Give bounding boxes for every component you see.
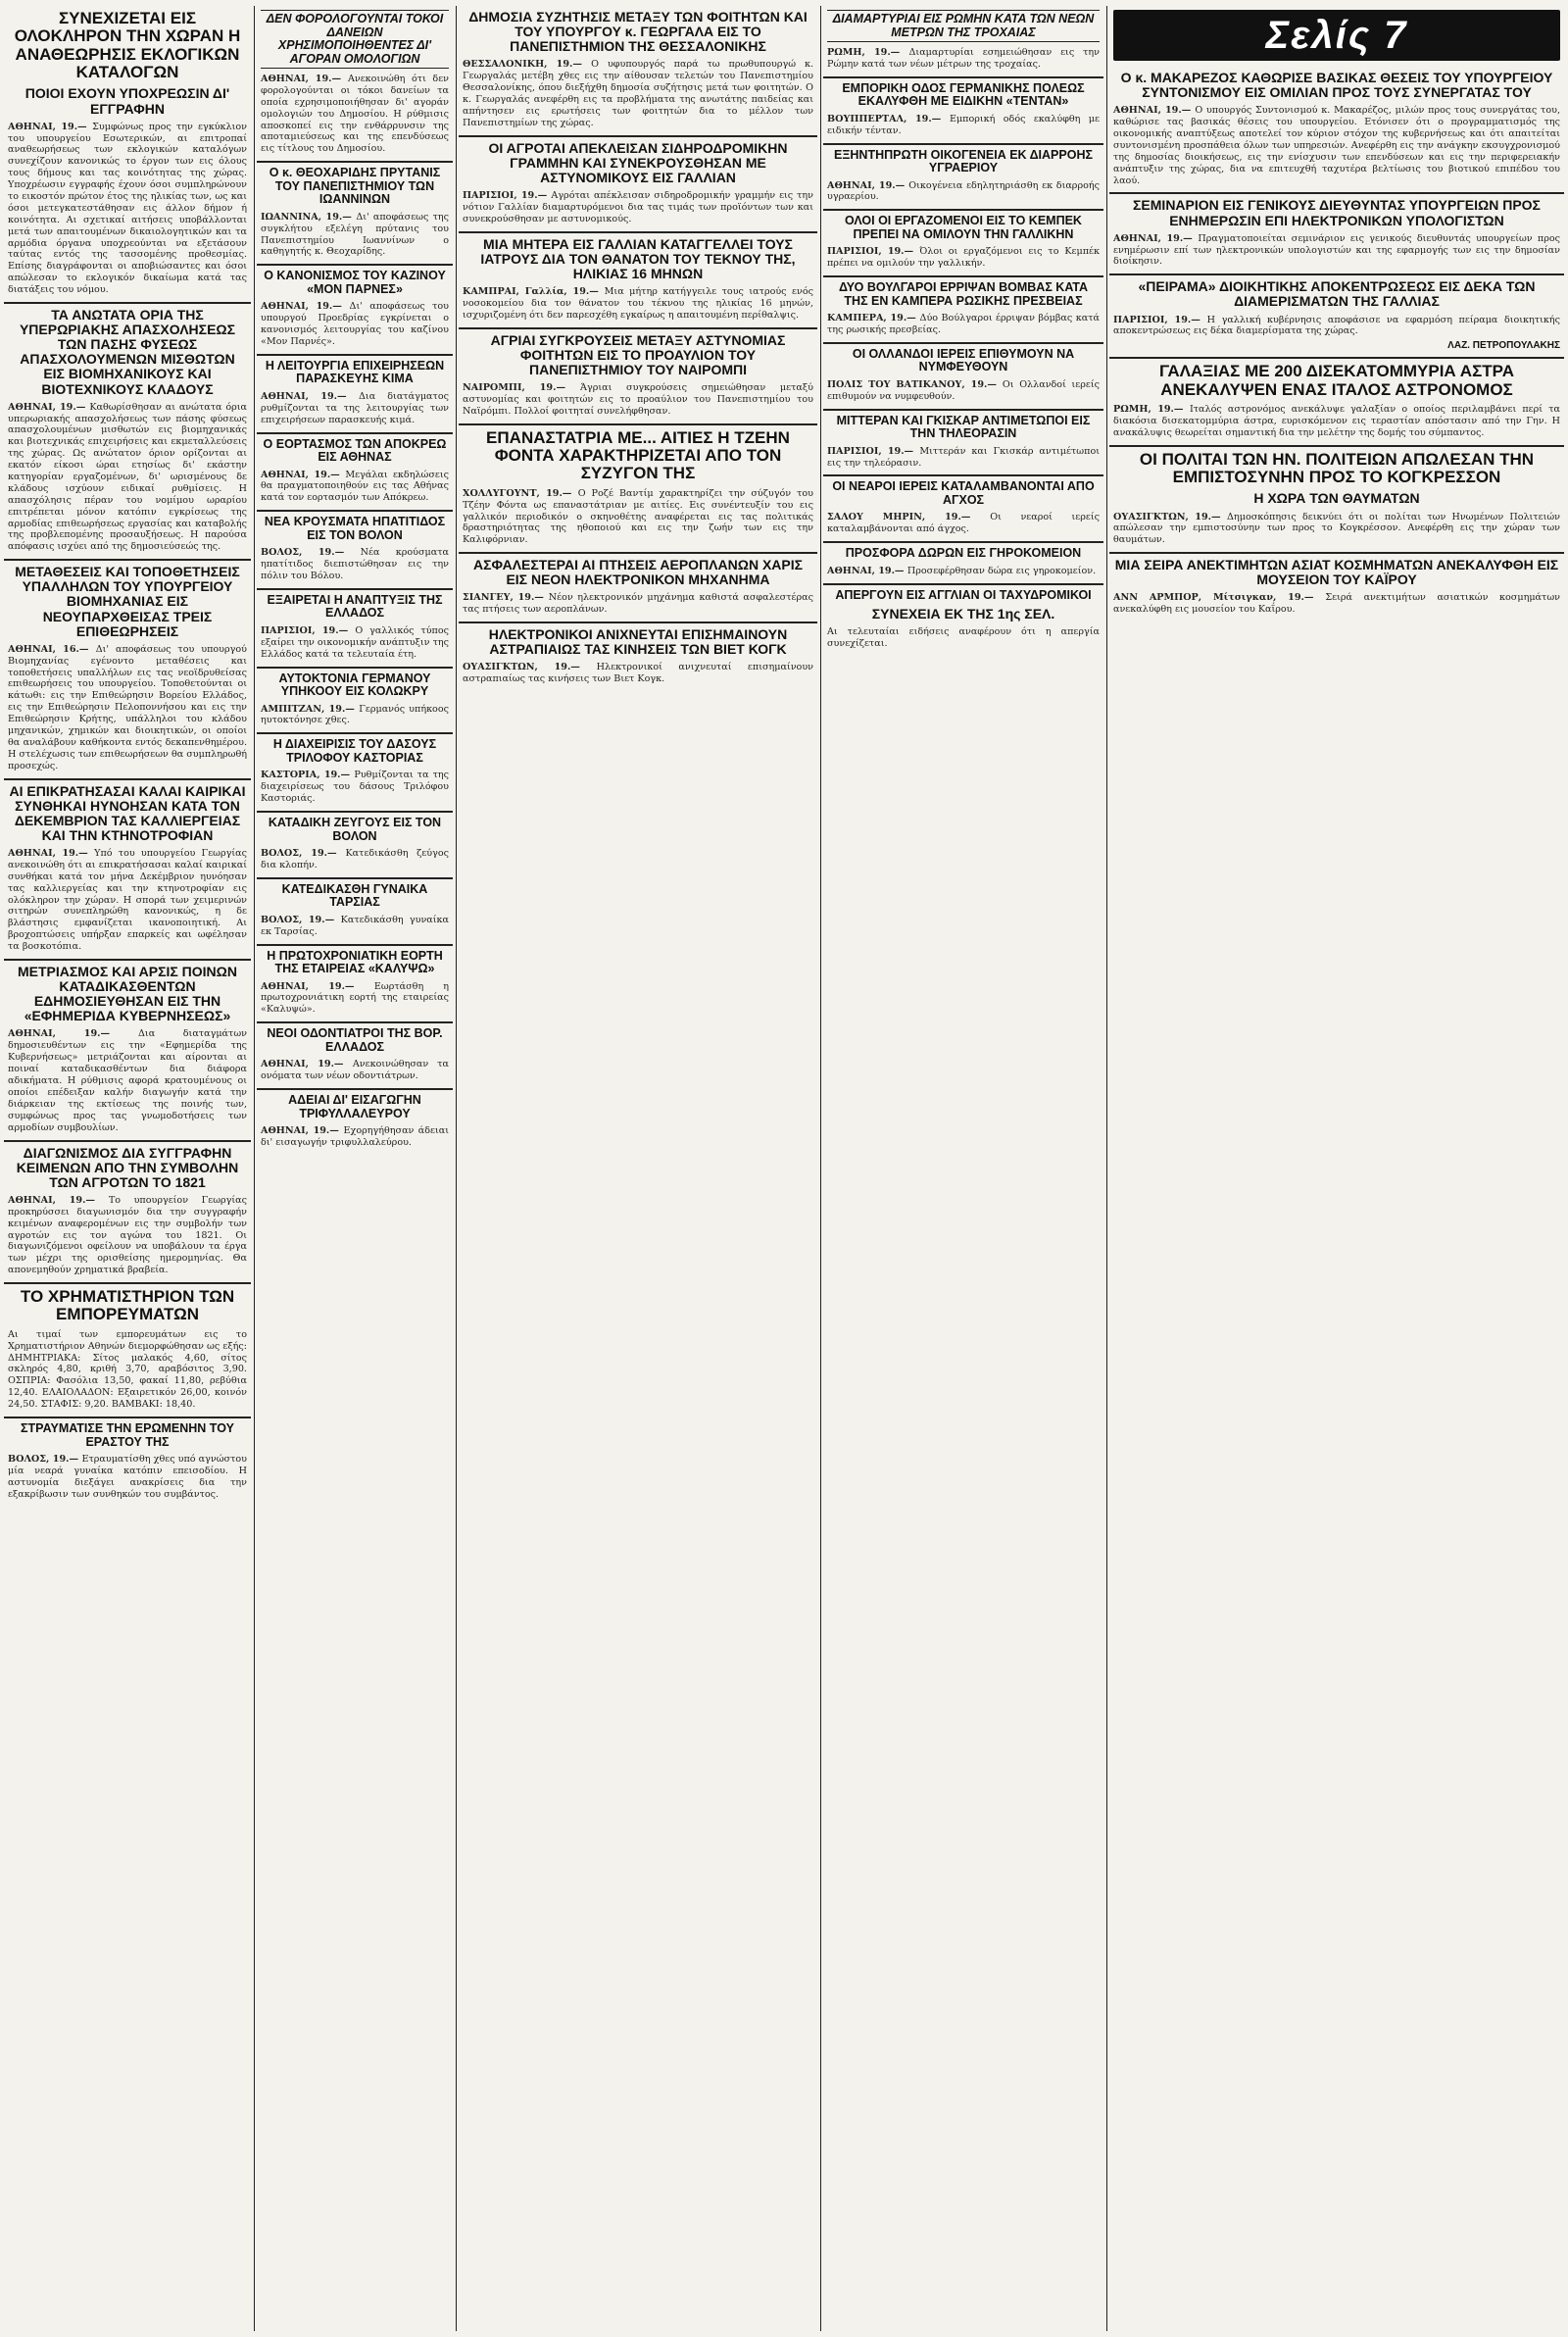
dateline: ΑΘΗΝΑΙ, 19.— — [8, 848, 95, 860]
dateline: ΡΩΜΗ, 19.— — [1113, 404, 1190, 416]
article-body — [463, 286, 813, 322]
article — [1109, 67, 1564, 194]
article — [1109, 554, 1564, 2331]
headline: ΣΕΜΙΝΑΡΙΟΝ ΕΙΣ ΓΕΝΙΚΟΥΣ ΔΙΕΥΘΥΝΤΑΣ ΥΠΟΥΡΓΕΙΩΝ ΠΡΟΣ ΕΝΗΜΕΡΩΣΙΝ ΕΠΙ ΗΛΕΚΤΡΟΝΙΚΩΝ ΥΠΟΛΟΓΙΣΤΩΝ — [1133, 197, 1541, 228]
headline: ΔΥΟ ΒΟΥΛΓΑΡΟΙ ΕΡΡΙΨΑΝ ΒΟΜΒΑΣ ΚΑΤΑ ΤΗΣ ΕΝ ΚΑΜΠΕΡΑ ΡΩΣΙΚΗΣ ΠΡΕΣΒΕΙΑΣ — [838, 280, 1089, 308]
article — [257, 590, 453, 669]
column-2 — [257, 6, 453, 2331]
headline: ΓΑΛΑΞΙΑΣ ΜΕ 200 ΔΙΣΕΚΑΤΟΜΜΥΡΙΑ ΑΣΤΡΑ ΑΝΕΚΑΛΥΨΕΝ ΕΝΑΣ ΙΤΑΛΟΣ ΑΣΤΡΟΝΟΜΟΣ — [1158, 362, 1515, 399]
column-4 — [823, 6, 1103, 2331]
article-body — [827, 47, 1100, 71]
headline: Ο ΕΟΡΤΑΣΜΟΣ ΤΩΝ ΑΠΟΚΡΕΩ ΕΙΣ ΑΘΗΝΑΣ — [263, 436, 447, 465]
headline: ΜΕΤΡΙΑΣΜΟΣ ΚΑΙ ΑΡΣΙΣ ΠΟΙΝΩΝ ΚΑΤΑΔΙΚΑΣΘΕΝΤΩΝ ΕΔΗΜΟΣΙΕΥΘΗΣΑΝ ΕΙΣ ΤΗΝ «ΕΦΗΜΕΡΙΔΑ ΚΥΒΕΡΝΗΣΕΩΣ» — [18, 964, 237, 1024]
column-rule — [456, 6, 457, 2331]
dateline: ΑΘΗΝΑΙ, 19.— — [261, 469, 346, 480]
article-body — [261, 625, 449, 661]
headline: ΕΜΠΟΡΙΚΗ ΟΔΟΣ ΓΕΡΜΑΝΙΚΗΣ ΠΟΛΕΩΣ ΕΚΑΛΥΦΘΗ ΜΕ ΕΙΔΙΚΗΝ «ΤΕΝΤΑΝ» — [842, 80, 1085, 109]
subheadline: ΠΟΙΟΙ ΕΧΟΥΝ ΥΠΟΧΡΕΩΣΙΝ ΔΙ' ΕΓΓΡΑΦΗΝ — [24, 85, 230, 117]
headline: ΜΕΤΑΘΕΣΕΙΣ ΚΑΙ ΤΟΠΟΘΕΤΗΣΕΙΣ ΥΠΑΛΛΗΛΩΝ ΤΟΥ ΥΠΟΥΡΓΕΙΟΥ ΒΙΟΜΗΧΑΝΙΑΣ ΕΙΣ ΝΕΟΥΠΑΡΧΘΕΙΣΑΣ ΤΡΕΙΣ ΕΠΙΘΕΩΡΗΣΕΙΣ — [15, 564, 240, 639]
article-text: Ιταλός αστρονόμος ανεκάλυψε γαλαξίαν ο οποίος περιλαμβάνει περί τα διακόσια δισεκατομμύρια άστρα, ευρισκόμενον εις τεραστίαν απόστασιν από την Γην. Η ανακάλυψις θεωρείται σημαντική δια την μελέτην της δομής του σύμπαντος. — [1113, 404, 1560, 438]
headline: ΑΓΡΙΑΙ ΣΥΓΚΡΟΥΣΕΙΣ ΜΕΤΑΞΥ ΑΣΤΥΝΟΜΙΑΣ ΦΟΙΤΗΤΩΝ ΕΙΣ ΤΟ ΠΡΟΑΥΛΙΟΝ ΤΟΥ ΠΑΝΕΠΙΣΤΗΜΙΟΥ ΤΟΥ ΝΑΙΡΟΜΠΙ — [490, 331, 786, 377]
dateline: ΣΑΛΟΥ ΜΗΡΙΝ, 19.— — [827, 512, 991, 523]
article-body — [827, 512, 1100, 535]
article-body — [463, 382, 813, 418]
article — [257, 669, 453, 735]
headline: ΔΕΝ ΦΟΡΟΛΟΓΟΥΝΤΑΙ ΤΟΚΟΙ ΔΑΝΕΙΩΝ ΧΡΗΣΙΜΟΠΟΙΗΘΕΝΤΕΣ ΔΙ' ΑΓΟΡΑΝ ΟΜΟΛΟΓΙΩΝ — [261, 10, 449, 69]
article-text: Το υπουργείον Γεωργίας προκηρύσσει διαγωνισμόν δια την συγγραφήν κειμένων αναφερομένων εις την συμβολήν των αγροτών εις τον αγώνα του 1821. Οι διαγωνιζόμενοι οφείλουν να υποβάλουν τα έργα των μέχρι της ορισθείσης ημερομηνίας. Θα απονεμηθούν χρηματικά βραβεία. — [8, 1194, 248, 1276]
column-3 — [459, 6, 817, 2331]
dateline: ΑΘΗΝΑΙ, 19.— — [261, 74, 348, 84]
dateline: ΠΑΡΙΣΙΟΙ, 19.— — [261, 624, 356, 636]
article-text: Εωρτάσθη η πρωτοχρονιάτικη εορτή της εταιρείας «Καλυψώ». — [261, 980, 449, 1016]
article — [1109, 275, 1564, 359]
article — [257, 6, 453, 163]
article-text: Όλοι οι εργαζόμενοι εις το Κεμπέκ πρέπει να ομιλούν την γαλλικήν. — [827, 246, 1100, 270]
dateline: ΑΘΗΝΑΙ, 19.— — [8, 401, 90, 413]
headline: ΔΗΜΟΣΙΑ ΣΥΖΗΤΗΣΙΣ ΜΕΤΑΞΥ ΤΩΝ ΦΟΙΤΗΤΩΝ ΚΑΙ ΤΟΥ ΥΠΟΥΡΓΟΥ κ. ΓΕΩΡΓΑΛΑ ΕΙΣ ΤΟ ΠΑΝΕΠΙΣΤΗΜΙΟΝ ΤΗΣ ΘΕΣΣΑΛΟΝΙΚΗΣ — [468, 9, 808, 55]
article — [4, 561, 251, 779]
dateline: ΑΘΗΝΑΙ, 19.— — [261, 980, 374, 992]
article — [823, 145, 1103, 212]
article-text: Ο υφυπουργός παρά τω πρωθυπουργώ κ. Γεωργαλάς μετέβη χθες εις την αίθουσαν τελετών του Πανεπιστημίου Θεσσαλονίκης, όπου διεξήχθη δημοσία συζήτησις μετά των φοιτητών. Ο κ. Γεωργαλάς ανεφέρθη εις τα προβλήματα της ανωτάτης παιδείας και απήντησεν εις ερωτήσεις των φοιτητών δια το μέλλον των Πανεπιστημίων της χώρας. — [463, 59, 813, 128]
page-number-banner: Σελίς 7 — [1113, 10, 1560, 61]
article-body — [463, 488, 813, 546]
article — [257, 163, 453, 266]
article — [1109, 359, 1564, 446]
article — [459, 6, 817, 137]
column-5 — [1109, 6, 1564, 2331]
headline: ΜΙΤΤΕΡΑΝ ΚΑΙ ΓΚΙΣΚΑΡ ΑΝΤΙΜΕΤΩΠΟΙ ΕΙΣ ΤΗΝ ΤΗΛΕΟΡΑΣΙΝ — [836, 413, 1091, 441]
dateline: ΠΑΡΙΣΙΟΙ, 19.— — [1113, 314, 1207, 325]
dateline: ΑΘΗΝΑΙ, 16.— — [8, 643, 96, 655]
article — [257, 434, 453, 513]
article-body — [463, 59, 813, 128]
article — [4, 6, 251, 304]
article-body — [1113, 512, 1560, 547]
headline: ΑΙ ΕΠΙΚΡΑΤΗΣΑΣΑΙ ΚΑΛΑΙ ΚΑΙΡΙΚΑΙ ΣΥΝΘΗΚΑΙ ΗΥΝΟΗΣΑΝ ΚΑΤΑ ΤΟΝ ΔΕΚΕΜΒΡΙΟΝ ΤΑΣ ΚΑΛΛΙΕΡΓΕΙΑΣ ΚΑΙ ΤΗΝ ΚΤΗΝΟΤΡΟΦΙΑΝ — [9, 782, 246, 843]
article-body — [261, 1125, 449, 1149]
headline: Ο ΚΑΝΟΝΙΣΜΟΣ ΤΟΥ ΚΑΖΙΝΟΥ «ΜΟΝ ΠΑΡΝΕΣ» — [264, 269, 446, 296]
column-rule — [820, 6, 821, 2331]
article — [823, 411, 1103, 477]
dateline: ΑΘΗΝΑΙ, 19.— — [261, 1059, 353, 1070]
article-text: Διαμαρτυρίαι εσημειώθησαν εις την Ρώμην κατά των νέων μέτρων της τροχαίας. — [827, 47, 1101, 70]
article — [823, 585, 1103, 2331]
dateline: ΙΩΑΝΝΙΝΑ, 19.— — [261, 211, 357, 223]
headline: «ΠΕΙΡΑΜΑ» ΔΙΟΙΚΗΤΙΚΗΣ ΑΠΟΚΕΝΤΡΩΣΕΩΣ ΕΙΣ ΔΕΚΑ ΤΩΝ ΔΙΑΜΕΡΙΣΜΑΤΩΝ ΤΗΣ ΓΑΛΛΙΑΣ — [1138, 278, 1536, 310]
article — [257, 946, 453, 1024]
article-text: Δι' αποφάσεως του υπουργού Βιομηχανίας εγένοντο μεταθέσεις και τοποθετήσεις υπαλλήλων εις τας νεοϊδρυθείσας επιθεωρήσεις του υπουργείου. Τοποθετούνται οι κάτωθι: εις την Επιθεώρησιν Βορείου Ελλάδος, εις την Επιθεώρησιν Πελοποννήσου και εις την Επιθεώρησιν Κρήτης, υπάλληλοι του κλάδου μηχανικών, χημικών και διοικητικών, οι οποίοι θα αναλάβουν καθήκοντα εντός δεκαπενθημέρου. Η στελέχωσις των επιθεωρήσεων θα συμπληρωθή προσεχώς. — [8, 643, 247, 771]
article-body — [827, 114, 1100, 137]
dateline: ΚΑΜΠΡΑΙ, Γαλλία, 19.— — [463, 286, 605, 297]
headline: Η ΔΙΑΧΕΙΡΙΣΙΣ ΤΟΥ ΔΑΣΟΥΣ ΤΡΙΛΟΦΟΥ ΚΑΣΤΟΡΙΑΣ — [272, 737, 437, 765]
article-body — [827, 566, 1100, 577]
article-body — [261, 547, 449, 582]
article-body — [8, 848, 247, 953]
article — [823, 344, 1103, 411]
headline: ΜΙΑ ΣΕΙΡΑ ΑΝΕΚΤΙΜΗΤΩΝ ΑΣΙΑΤ ΚΟΣΜΗΜΑΤΩΝ ΑΝΕΚΑΛΥΦΘΗ ΕΙΣ ΜΟΥΣΕΙΟΝ ΤΟΥ ΚΑΪΡΟΥ — [1114, 557, 1559, 588]
article — [257, 266, 453, 356]
headline: ΔΙΑΓΩΝΙΣΜΟΣ ΔΙΑ ΣΥΓΓΡΑΦΗΝ ΚΕΙΜΕΝΩΝ ΑΠΟ ΤΗΝ ΣΥΜΒΟΛΗΝ ΤΩΝ ΑΓΡΟΤΩΝ ΤΟ 1821 — [16, 1144, 239, 1190]
article-body — [1113, 105, 1560, 186]
article-body — [8, 402, 247, 554]
headline: Η ΠΡΩΤΟΧΡΟΝΙΑΤΙΚΗ ΕΟΡΤΗ ΤΗΣ ΕΤΑΙΡΕΙΑΣ «ΚΑΛΥΨΩ» — [267, 948, 443, 976]
article — [1109, 447, 1564, 555]
article-text: Σειρά ανεκτιμήτων ασιατικών κοσμημάτων ανεκαλύφθη εις μουσείον του Καΐρου. — [1113, 592, 1561, 616]
headline: ΝΕΟΙ ΟΔΟΝΤΙΑΤΡΟΙ ΤΗΣ ΒΟΡ. ΕΛΛΑΔΟΣ — [267, 1026, 443, 1054]
article — [257, 512, 453, 590]
article-body — [827, 626, 1100, 650]
headline: ΟΙ ΠΟΛΙΤΑΙ ΤΩΝ ΗΝ. ΠΟΛΙΤΕΙΩΝ ΑΠΩΛΕΣΑΝ ΤΗΝ ΕΜΠΙΣΤΟΣΥΝΗΝ ΠΡΟΣ ΤΟ ΚΟΓΚΡΕΣΣΟΝ — [1139, 449, 1535, 487]
article-body — [463, 190, 813, 225]
article-body — [8, 1329, 247, 1411]
dateline: ΟΥΑΣΙΓΚΤΩΝ, 19.— — [463, 662, 597, 673]
article-text: Οικογένεια εδηλητηριάσθη εκ διαρροής υγραερίου. — [827, 179, 1100, 203]
headline: ΕΠΑΝΑΣΤΑΤΡΙΑ ΜΕ... ΑΙΤΙΕΣ Η ΤΖΕΗΝ ΦΟΝΤΑ ΧΑΡΑΚΤΗΡΙΖΕΤΑΙ ΑΠΟ ΤΟΝ ΣΥΖΥΓΟΝ ΤΗΣ — [486, 427, 790, 483]
dateline: ΒΟΛΟΣ, 19.— — [261, 914, 341, 925]
article-text: Νέον ηλεκτρονικόν μηχάνημα καθιστά ασφαλεστέρας τας πτήσεις των αεροπλάνων. — [463, 592, 813, 616]
article-text: Δημοσκόπησις δεικνύει ότι οι πολίται των Ηνωμένων Πολιτειών απώλεσαν την εμπιστοσύνην των προς το Κογκρέσσον. Ανεφέρθη εις την χώραν των θαυμάτων. — [1113, 511, 1561, 546]
article-body — [8, 644, 247, 772]
column-rule — [254, 6, 255, 2331]
article-body — [261, 301, 449, 348]
article-text: Κατεδικάσθη ζεύγος δια κλοπήν. — [261, 848, 449, 870]
dateline: ΡΩΜΗ, 19.— — [827, 47, 909, 58]
headline: ΕΞΗΝΤΗΠΡΩΤΗ ΟΙΚΟΓΕΝΕΙΑ ΕΚ ΔΙΑΡΡΟΗΣ ΥΓΡΑΕΡΙΟΥ — [834, 147, 1093, 175]
article — [4, 1142, 251, 1285]
dateline: ΠΑΡΙΣΙΟΙ, 19.— — [827, 246, 920, 258]
article-body — [261, 770, 449, 805]
article — [4, 1418, 251, 2331]
article-body — [261, 848, 449, 871]
dateline: ΝΑΙΡΟΜΠΙ, 19.— — [463, 382, 581, 393]
byline: ΛΑΖ. ΠΕΤΡΟΠΟΥΛΑΚΗΣ — [1447, 340, 1560, 352]
article — [4, 1284, 251, 1418]
dateline: ΑΘΗΝΑΙ, 19.— — [261, 390, 359, 402]
article-text: Ρυθμίζονται τα της διαχειρίσεως του δάσους Τριλόφου Καστοριάς. — [261, 770, 449, 805]
article — [823, 211, 1103, 277]
headline: Η ΛΕΙΤΟΥΡΓΙΑ ΕΠΙΧΕΙΡΗΣΕΩΝ ΠΑΡΑΣΚΕΥΗΣ ΚΙΜΑ — [265, 358, 445, 386]
article-body — [261, 470, 449, 505]
article-text: Δι' αποφάσεως της συγκλήτου εξελέγη πρύτανις του Πανεπιστημίου Ιωαννίνων ο καθηγητής κ. Θεοχαρίδης. — [261, 211, 449, 258]
article — [257, 1023, 453, 1090]
article-text: Εμπορική οδός εκαλύφθη με ειδικήν τένταν. — [827, 113, 1101, 136]
article — [459, 425, 817, 555]
article-text: Αι τιμαί των εμπορευμάτων εις το Χρηματιστήριον Αθηνών διεμορφώθησαν ως εξής: ΔΗΜΗΤΡΙΑΚΑ: Σίτος μαλακός 4,60, σίτος σκληρός 4,80, κριθή 3,70, αραβόσιτος 3,90. ΟΣΠΡΙΑ: Φασόλια 13,50, φακαί 11,80, ρεβύθια 12,40. ΕΛΑΙΟΛΑΔΟΝ: Εξαιρετικόν 26,00, κοινόν 24,50. ΣΤΑΦΙΣ: 9,20. ΒΑΜΒΑΚΙ: 18,40. — [8, 1328, 247, 1411]
subheadline: Η ΧΩΡΑ ΤΩΝ ΘΑΥΜΑΤΩΝ — [1253, 490, 1420, 507]
article — [4, 780, 251, 961]
headline: Ο κ. ΜΑΚΑΡΕΖΟΣ ΚΑΘΩΡΙΣΕ ΒΑΣΙΚΑΣ ΘΕΣΕΙΣ ΤΟΥ ΥΠΟΥΡΓΕΙΟΥ ΣΥΝΤΟΝΙΣΜΟΥ ΕΙΣ ΟΜΙΛΙΑΝ ΠΡΟΣ ΤΟΥΣ ΣΥΝΕΡΓΑΤΑΣ ΤΟΥ — [1120, 70, 1553, 101]
article-text: Αι τελευταίαι ειδήσεις αναφέρουν ότι η απεργία συνεχίζεται. — [827, 626, 1100, 650]
article-body — [8, 1028, 247, 1133]
dateline: ΑΘΗΝΑΙ, 19.— — [8, 1028, 138, 1040]
headline: ΑΔΕΙΑΙ ΔΙ' ΕΙΣΑΓΩΓΗΝ ΤΡΙΦΥΛΛΑΛΕΥΡΟΥ — [288, 1093, 421, 1120]
article-body — [827, 246, 1100, 270]
article-body — [261, 915, 449, 938]
headline: ΟΛΟΙ ΟΙ ΕΡΓΑΖΟΜΕΝΟΙ ΕΙΣ ΤΟ ΚΕΜΠΕΚ ΠΡΕΠΕΙ ΝΑ ΟΜΙΛΟΥΝ ΤΗΝ ΓΑΛΛΙΚΗΝ — [845, 214, 1082, 241]
dateline: ΣΙΑΝΓΕΥ, 19.— — [463, 592, 549, 604]
headline: ΟΙ ΟΛΛΑΝΔΟΙ ΙΕΡΕΙΣ ΕΠΙΘΥΜΟΥΝ ΝΑ ΝΥΜΦΕΥΘΟΥΝ — [852, 346, 1075, 374]
article-body — [261, 981, 449, 1017]
dateline: ΑΘΗΝΑΙ, 19.— — [261, 1125, 344, 1137]
dateline: ΒΟΛΟΣ, 19.— — [8, 1454, 82, 1466]
article-text: Αγρόται απέκλεισαν σιδηροδρομικήν γραμμήν εις την νότιον Γαλλίαν διαμαρτυρόμενοι δια τας τιμάς των προϊόντων των και συνεκρούσθησαν με αστυνομικούς. — [463, 190, 813, 224]
article — [823, 543, 1103, 584]
headline: ΟΙ ΝΕΑΡΟΙ ΙΕΡΕΙΣ ΚΑΤΑΛΑΜΒΑΝΟΝΤΑΙ ΑΠΟ ΑΓΧΟΣ — [832, 479, 1095, 507]
dateline: ΑΜΠΙΤΖΑΝ, 19.— — [261, 703, 360, 715]
article-text: Υπό του υπουργείου Γεωργίας ανεκοινώθη ότι αι επικρατήσασαι καλαί καιρικαί συνθήκαι κατά τον μήνα Δεκέμβριον ηυνόησαν τας καλλιεργείας και την κτηνοτροφίαν εις ολόκληρον την χώραν. Η σπορά των χειμερινών σιτηρών συνεπληρώθη κανονικώς, η δε βλάστησις εμφανίζεται ικανοποιητική. Αι βροχοπτώσεις υπήρξαν επαρκείς και ωφέλησαν τα βοσκοτόπια. — [8, 848, 247, 953]
headline: ΚΑΤΕΔΙΚΑΣΘΗ ΓΥΝΑΙΚΑ ΤΑΡΣΙΑΣ — [281, 881, 428, 910]
article — [823, 6, 1103, 78]
article-text: Η γαλλική κυβέρνησις αποφάσισε να εφαρμόση πείραμα διοικητικής αποκεντρώσεως εις δέκα διαμερίσματα της χώρας. — [1113, 314, 1560, 337]
article-text: Νέα κρούσματα ηπατίτιδος διεπιστώθησαν εις την πόλιν του Βόλου. — [261, 547, 449, 581]
subheadline: ΣΥΝΕΧΕΙΑ ΕΚ ΤΗΣ 1ης ΣΕΛ. — [871, 606, 1055, 622]
dateline: ΑΘΗΝΑΙ, 19.— — [827, 565, 907, 576]
headline: ΑΠΕΡΓΟΥΝ ΕΙΣ ΑΓΓΛΙΑΝ ΟΙ ΤΑΧΥΔΡΟΜΙΚΟΙ — [835, 587, 1092, 602]
article-text: Δύο Βούλγαροι έρριψαν βόμβας κατά της ρωσικής πρεσβείας. — [827, 313, 1100, 336]
dateline: ΠΟΛΙΣ ΤΟΥ ΒΑΤΙΚΑΝΟΥ, 19.— — [827, 378, 1003, 390]
dateline: ΑΘΗΝΑΙ, 19.— — [827, 179, 909, 191]
dateline: ΑΘΗΝΑΙ, 19.— — [8, 121, 93, 132]
article-body — [8, 1454, 247, 1501]
dateline: ΒΟΛΟΣ, 19.— — [261, 848, 346, 859]
article-text: Ο υπουργός Συντονισμού κ. Μακαρέζος, μιλών προς τους συνεργάτας του, καθώρισε τας βασικάς θέσεις του υπουργείου. Ετόνισεν ότι ο προγραμματισμός της οικονομικής αναπτύξεως αποτελεί τον κύριον στόχον της κυβερνήσεως και ότι απαιτείται συντονισμένη προσπάθεια όλων των υπηρεσιών. Ανεφέρθη εις την ανάγκην εκσυγχρονισμού της δημοσίας διοικήσεως, εις την ενίσχυσιν των επενδύσεων και εις την περιφερειακήν ανάπτυξιν της χώρας, δια να επιτευχθή ταχυτέρα βελτίωσις του βιοτικού επιπέδου του λαού. — [1113, 105, 1560, 186]
article-body — [1113, 404, 1560, 439]
headline: ΔΙΑΜΑΡΤΥΡΙΑΙ ΕΙΣ ΡΩΜΗΝ ΚΑΤΑ ΤΩΝ ΝΕΩΝ ΜΕΤΡΩΝ ΤΗΣ ΤΡΟΧΑΙΑΣ — [827, 10, 1100, 42]
article-body — [827, 313, 1100, 336]
article — [257, 813, 453, 879]
headline: ΗΛΕΚΤΡΟΝΙΚΟΙ ΑΝΙΧΝΕΥΤΑΙ ΕΠΙΣΗΜΑΙΝΟΥΝ ΑΣΤΡΑΠΙΑΙΩΣ ΤΑΣ ΚΙΝΗΣΕΙΣ ΤΩΝ ΒΙΕΤ ΚΟΓΚ — [488, 626, 788, 658]
column-rule — [1106, 6, 1107, 2331]
article — [459, 329, 817, 425]
article-text: Ανεκοινώθη ότι δεν φορολογούνται οι τόκοι δανείων τα οποία εχρησιμοποιήθησαν δι' αγοράν ομολογιών του Δημοσίου. Η ρύθμισις αποσκοπεί εις την ενθάρρυνσιν της αποταμιεύσεως και της επενδύσεως εις τίτλους του Δημοσίου. — [261, 74, 449, 155]
article-body — [463, 592, 813, 616]
dateline: ΑΝΝ ΑΡΜΠΟΡ, Μίτσιγκαν, 19.— — [1113, 592, 1326, 604]
headline: ΑΣΦΑΛΕΣΤΕΡΑΙ ΑΙ ΠΤΗΣΕΙΣ ΑΕΡΟΠΛΑΝΩΝ ΧΑΡΙΣ ΕΙΣ ΝΕΟΝ ΗΛΕΚΤΡΟΝΙΚΟΝ ΜΗΧΑΝΗΜΑ — [472, 557, 804, 588]
article-text: Ο γαλλικός τύπος εξαίρει την οικονομικήν ανάπτυξιν της Ελλάδος κατά τα τελευταία έτη. — [261, 624, 449, 660]
article-text: Καθωρίσθησαν αι ανώτατα όρια υπερωριακής απασχολήσεως των πάσης φύσεως απασχολουμένων μισθωτών εις βιομηχανικάς και βιοτεχνικάς επιχειρήσεις και εκμεταλλεύσεις της χώρας. Ως ανώτατον όριον ορίζονται αι εκατόν είκοσι ώραι ετησίως δι' εκάστην κατηγορίαν εργαζομένων, δι' ωρισμένους δε κλάδους ισχύουν ειδικαί ρυθμίσεις. Η απασχόλησις πέραν του νομίμου ωραρίου επιτρέπεται μόνον κατόπιν εγκρίσεως της αρμοδίας επιθεωρήσεως εργασίας και καταβολής της προβλεπομένης προσαυξήσεως. Η παρούσα απόφασις ισχύει από της δημοσιεύσεώς της. — [8, 401, 247, 553]
article-text: Δια διατάγματος ρυθμίζονται τα της λειτουργίας των επιχειρήσεων παρασκευής κιμά. — [261, 390, 449, 425]
article — [257, 879, 453, 946]
headline: ΝΕΑ ΚΡΟΥΣΜΑΤΑ ΗΠΑΤΙΤΙΔΟΣ ΕΙΣ ΤΟΝ ΒΟΛΟΝ — [264, 515, 446, 542]
article-body — [261, 1059, 449, 1082]
column-1 — [4, 6, 251, 2331]
dateline: ΚΑΣΤΟΡΙΑ, 19.— — [261, 770, 355, 781]
article-text: Κατεδικάσθη γυναίκα εκ Ταρσίας. — [261, 914, 449, 937]
headline: ΜΙΑ ΜΗΤΕΡΑ ΕΙΣ ΓΑΛΛΙΑΝ ΚΑΤΑΓΓΕΛΛΕΙ ΤΟΥΣ ΙΑΤΡΟΥΣ ΔΙΑ ΤΟΝ ΘΑΝΑΤΟΝ ΤΟΥ ΤΕΚΝΟΥ ΤΗΣ, ΗΛΙΚΙΑΣ 16 ΜΗΝΩΝ — [480, 235, 796, 281]
article — [257, 734, 453, 813]
dateline: ΑΘΗΝΑΙ, 19.— — [261, 301, 350, 313]
article-body — [1113, 233, 1560, 269]
headline: ΠΡΟΣΦΟΡΑ ΔΩΡΩΝ ΕΙΣ ΓΗΡΟΚΟΜΕΙΟΝ — [845, 546, 1082, 561]
article-text: Γερμανός υπήκοος ηυτοκτόνησε χθες. — [261, 703, 449, 726]
article-text: Συμφώνως προς την εγκύκλιον του υπουργείου Εσωτερικών, αι επιτροπαί αναθεωρήσεως των εκλογικών καταλόγων συνεχίζουν κανονικώς το έργον των εις όλους τους δήμους και τας κοινότητας της χώρας. Υποχρέωσιν εγγραφής έχουν όσοι συμπληρώνουν το εικοστόν πρώτον έτος της ηλικίας των, ως και όσοι μετεγκατεστάθησαν εις άλλον δήμον ή κοινότητα. Αι σχετικαί αιτήσεις υποβάλλονται μετά των απαιτουμένων δικαιολογητικών και τα αρμόδια όργανα υποχρεούνται να εξετάσουν ταύτας εντός της τασσομένης προθεσμίας. Επίσης διαγράφονται οι αποβιώσαντες και όσοι απώλεσαν το εκλογικόν δικαίωμα κατά τας διατάξεις του νόμου. — [8, 121, 247, 296]
article — [459, 623, 817, 2331]
article — [459, 137, 817, 233]
dateline: ΒΟΥΠΠΕΡΤΑΛ, 19.— — [827, 113, 950, 124]
article-body — [827, 379, 1100, 403]
dateline: ΑΘΗΝΑΙ, 19.— — [1113, 232, 1199, 244]
headline: ΣΤΡΑΥΜΑΤΙΣΕ ΤΗΝ ΕΡΩΜΕΝΗΝ ΤΟΥ ΕΡΑΣΤΟΥ ΤΗΣ — [21, 1421, 234, 1449]
article-text: Δι' αποφάσεως του υπουργού Προεδρίας εγκρίνεται ο κανονισμός λειτουργίας του καζίνου «Μον Παρνές». — [261, 301, 449, 347]
dateline: ΟΥΑΣΙΓΚΤΩΝ, 19.— — [1113, 511, 1228, 522]
article-text: Προσεφέρθησαν δώρα εις γηροκομείον. — [906, 565, 1097, 576]
headline: ΑΥΤΟΚΤΟΝΙΑ ΓΕΡΜΑΝΟΥ ΥΠΗΚΟΟΥ ΕΙΣ ΚΟΛΩΚΡΥ — [278, 671, 431, 699]
article-text: Οι Ολλανδοί ιερείς επιθυμούν να νυμφευθούν. — [827, 378, 1100, 402]
article-text: Ετραυματίσθη χθες υπό αγνώστου μία νεαρά γυναίκα κατόπιν επεισοδίου. Η αστυνομία διεξάγει ανακρίσεις δια την εξακρίβωσιν των συνθηκών του συμβάντος. — [8, 1454, 247, 1500]
headline: ΚΑΤΑΔΙΚΗ ΖΕΥΓΟΥΣ ΕΙΣ ΤΟΝ ΒΟΛΟΝ — [268, 816, 442, 843]
headline: Ο κ. ΘΕΟΧΑΡΙΔΗΣ ΠΡΥΤΑΝΙΣ ΤΟΥ ΠΑΝΕΠΙΣΤΗΜΙΟΥ ΤΩΝ ΙΩΑΝΝΙΝΩΝ — [269, 166, 441, 207]
article-body — [261, 391, 449, 426]
dateline: ΒΟΛΟΣ, 19.— — [261, 547, 361, 559]
article — [459, 233, 817, 329]
article-body — [1113, 315, 1560, 338]
dateline: ΠΑΡΙΣΙΟΙ, 19.— — [463, 190, 552, 201]
article-body — [261, 704, 449, 727]
article — [823, 277, 1103, 344]
headline: ΣΥΝΕΧΙΖΕΤΑΙ ΕΙΣ ΟΛΟΚΛΗΡΟΝ ΤΗΝ ΧΩΡΑΝ Η ΑΝΑΘΕΩΡΗΣΙΣ ΕΚΛΟΓΙΚΩΝ ΚΑΤΑΛΟΓΩΝ — [14, 9, 241, 82]
article-text: Άγριαι συγκρούσεις σημειώθησαν μεταξύ αστυνομίας και φοιτητών εις το προαύλιον του Πανεπιστημίου του Ναϊρόμπι. Πολλοί φοιτηταί συνελήφθησαν. — [463, 382, 813, 417]
article — [257, 356, 453, 434]
article-text: Μεγάλαι εκδηλώσεις θα πραγματοποιηθούν εις τας Αθήνας κατά τον εορτασμόν των Απόκρεω. — [261, 469, 449, 504]
article-text: Μια μήτηρ κατήγγειλε τους ιατρούς ενός νοσοκομείου δια τον θάνατον του τέκνου της ηλικίας 16 μηνών, ισχυριζομένη ότι δεν παρεσχέθη εγκαίρως η απαιτουμένη περίθαλψις. — [463, 286, 814, 321]
article-body — [261, 74, 449, 155]
article — [459, 554, 817, 623]
article — [4, 304, 251, 561]
headline: ΤΟ ΧΡΗΜΑΤΙΣΤΗΡΙΟΝ ΤΩΝ ΕΜΠΟΡΕΥΜΑΤΩΝ — [20, 1287, 235, 1324]
article-body — [463, 662, 813, 685]
article — [1109, 194, 1564, 275]
dateline: ΘΕΣΣΑΛΟΝΙΚΗ, 19.— — [463, 59, 592, 71]
headline: ΤΑ ΑΝΩΤΑΤΑ ΟΡΙΑ ΤΗΣ ΥΠΕΡΩΡΙΑΚΗΣ ΑΠΑΣΧΟΛΗΣΕΩΣ ΤΩΝ ΠΑΣΗΣ ΦΥΣΕΩΣ ΑΠΑΣΧΟΛΟΥΜΕΝΩΝ ΜΙΣΘΩΤΩΝ ΕΙΣ ΒΙΟΜΗΧΑΝΙΚΟΥΣ ΚΑΙ ΒΙΟΤΕΧΝΙΚΟΥΣ ΚΛΑΔΟΥΣ — [19, 307, 236, 397]
article-text: Εχορηγήθησαν άδειαι δι' εισαγωγήν τριφυλλαλεύρου. — [261, 1125, 450, 1148]
article-body — [261, 212, 449, 259]
article-text: Ανεκοινώθησαν τα ονόματα των νέων οδοντιάτρων. — [261, 1059, 450, 1082]
dateline: ΧΟΛΛΥΓΟΥΝΤ, 19.— — [463, 487, 578, 499]
article-text: Δια διαταγμάτων δημοσιευθέντων εις την «Εφημερίδα της Κυβερνήσεως» μετριάζονται και αίρονται αι ποιναί καταδικασθέντων δια διάφορα αδικήματα. Η ρύθμισις αφορά κρατουμένους οι οποίοι επέδειξαν καλήν διαγωγήν κατά την διάρκειαν της εκτίσεως της ποινής των, συμφώνως προς τας γνωμοδοτήσεις των αρμοδίων συμβουλίων. — [8, 1028, 247, 1133]
headline: ΕΞΑΙΡΕΤΑΙ Η ΑΝΑΠΤΥΞΙΣ ΤΗΣ ΕΛΛΑΔΟΣ — [267, 592, 443, 621]
article-text: Οι νεαροί ιερείς καταλαμβάνονται από άγχος. — [827, 512, 1100, 535]
article-body — [8, 1195, 247, 1276]
dateline: ΑΘΗΝΑΙ, 19.— — [1113, 105, 1196, 117]
article — [257, 1090, 453, 2331]
dateline: ΠΑΡΙΣΙΟΙ, 19.— — [827, 445, 920, 457]
article-body — [827, 446, 1100, 470]
dateline: ΚΑΜΠΕΡΑ, 19.— — [827, 313, 920, 324]
article-body — [8, 122, 247, 296]
article — [823, 78, 1103, 145]
dateline: ΑΘΗΝΑΙ, 19.— — [8, 1194, 109, 1206]
headline: ΟΙ ΑΓΡΟΤΑΙ ΑΠΕΚΛΕΙΣΑΝ ΣΙΔΗΡΟΔΡΟΜΙΚΗΝ ΓΡΑΜΜΗΝ ΚΑΙ ΣΥΝΕΚΡΟΥΣΘΗΣΑΝ ΜΕ ΑΣΤΥΝΟΜΙΚΟΥΣ ΕΙΣ ΓΑΛΛΙΑΝ — [488, 139, 788, 185]
article-text: Ηλεκτρονικοί ανιχνευταί επισημαίνουν αστραπιαίως τας κινήσεις των Βιετ Κογκ. — [463, 662, 813, 685]
article-body — [1113, 592, 1560, 616]
article-body — [827, 180, 1100, 204]
article — [823, 476, 1103, 543]
article-text: Ο Ροζέ Βαντίμ χαρακτηρίζει την σύζυγόν του Τζέην Φόντα ως επαναστάτριαν με αιτίες. Εις συνέντευξίν του εις γαλλικόν περιοδικόν ο σκηνοθέτης αναφέρεται εις τας πολιτικάς δραστηριότητας της ηθοποιού και εις την ζωήν των εις την Καλιφόρνιαν. — [463, 487, 813, 546]
article — [4, 961, 251, 1141]
article-text: Μιττεράν και Γκισκάρ αντιμέτωποι εις την τηλεόρασιν. — [827, 445, 1100, 469]
article-text: Πραγματοποιείται σεμινάριον εις γενικούς διευθυντάς υπουργείων προς ενημέρωσιν επί των ηλεκτρονικών υπολογιστών και της εφαρμογής των εις την δημοσίαν διοίκησιν. — [1113, 232, 1560, 268]
